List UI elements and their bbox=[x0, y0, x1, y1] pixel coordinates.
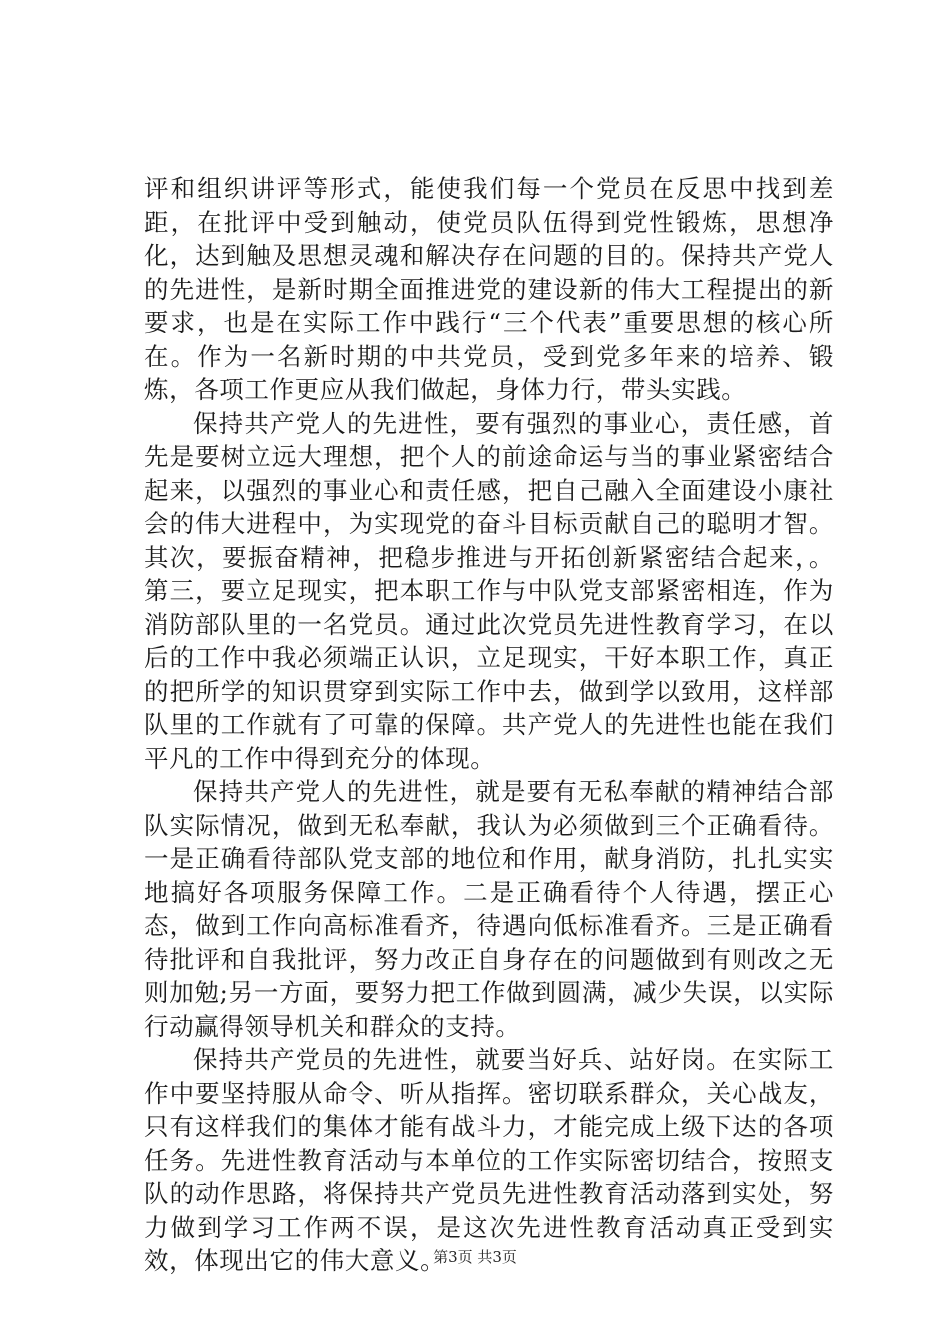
document-body bbox=[144, 172, 834, 1278]
page-footer: 第3页 共3页 bbox=[433, 1248, 517, 1266]
paragraph-2: 保持共产党人的先进性，要有强烈的事业心，责任感，首先是要树立远大理想，把个人的前途命运与当的事业紧密结合起来，以强烈的事业心和责任感，把自己融入全面建设小康社会的伟大进程中，为实现党的奋斗目标贡献自己的聪明才智。其次，要振奋精神，把稳步推进与开拓创新紧密结合起来，。第三，要立足现实，把本职工作与中队党支部紧密相连，作为消防部队里的一名党员。通过此次党员先进性教育学习，在以后的工作中我必须端正认识，立足现实，干好本职工作，真正的把所学的知识贯穿到实际工作中去，做到学以致用，这样部队里的工作就有了可靠的保障。共产党人的先进性也能在我们平凡的工作中得到充分的体现。 bbox=[144, 408, 834, 773]
paragraph-1: 评和组织讲评等形式，能使我们每一个党员在反思中找到差距，在批评中受到触动，使党员队伍得到党性锻炼，思想净化，达到触及思想灵魂和解决存在问题的目的。保持共产党人的先进性，是新时期全面推进党的建设新的伟大工程提出的新要求，也是在实际工作中践行“三个代表”重要思想的核心所在。作为一名新时期的中共党员，受到党多年来的培养、锻炼，各项工作更应从我们做起，身体力行，带头实践。 bbox=[144, 174, 834, 404]
paragraph-4: 保持共产党员的先进性，就要当好兵、站好岗。在实际工作中要坚持服从命令、听从指挥。密切联系群众，关心战友，只有这样我们的集体才能有战斗力，才能完成上级下达的各项任务。先进性教育活动与本单位的工作实际密切结合，按照支队的动作思路，将保持共产党员先进性教育活动落到实处，努力做到学习工作两不误，是这次先进性教育活动真正受到实效，体现出它的伟大意义。 bbox=[144, 1045, 834, 1275]
paragraph-3: 保持共产党人的先进性，就是要有无私奉献的精神结合部队实际情况，做到无私奉献，我认为必须做到三个正确看待。一是正确看待部队党支部的地位和作用，献身消防，扎扎实实地搞好各项服务保障工作。二是正确看待个人待遇，摆正心态，做到工作向高标准看齐，待遇向低标准看齐。三是正确看待批评和自我批评，努力改正自身存在的问题做到有则改之无则加勉;另一方面，要努力把工作做到圆满，减少失误，以实际行动赢得领导机关和群众的支持。 bbox=[144, 777, 834, 1041]
